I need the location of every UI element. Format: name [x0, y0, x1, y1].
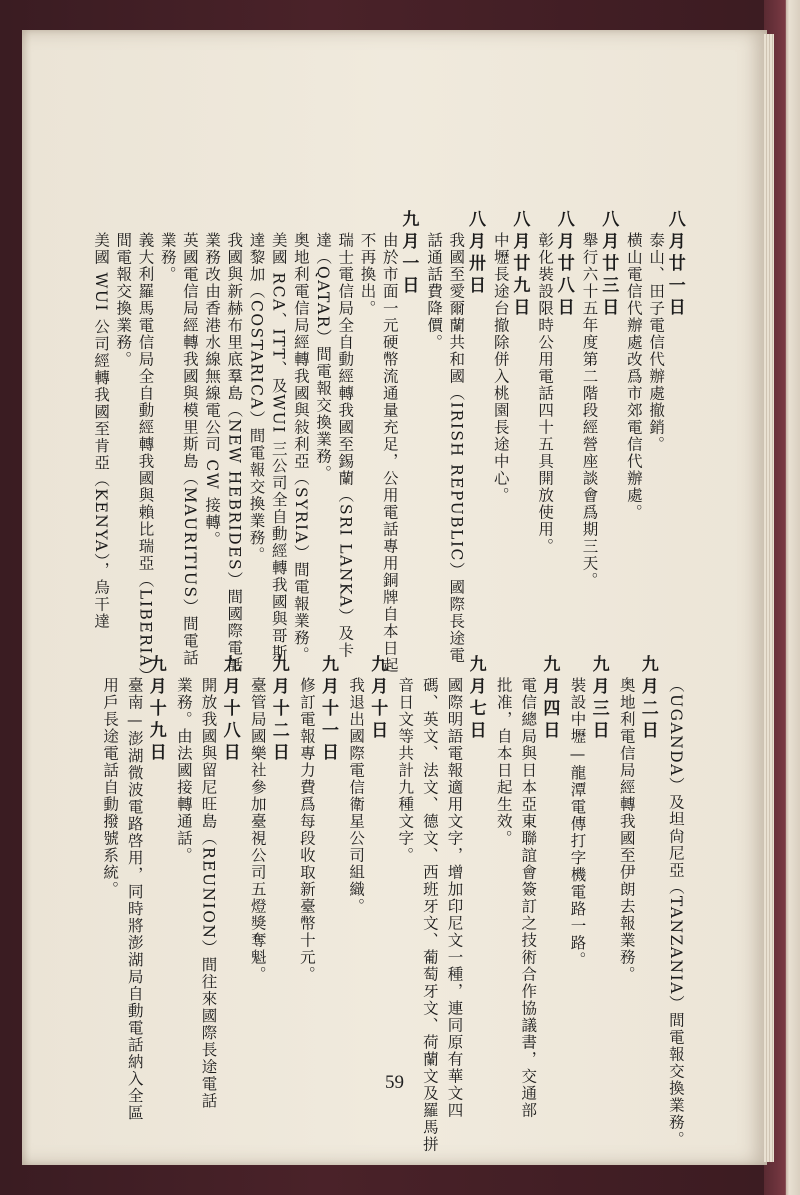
text-column: 美國 RCA、ITT、及WUI 三公司全自動經轉我國與哥斯 — [269, 232, 288, 662]
date-heading: 九月三日 — [588, 655, 609, 743]
date-heading: 八月廿一日 — [664, 210, 685, 320]
text-column: 開放我國與留尼旺島（REUNION）間往來國際長途電話 — [199, 677, 218, 1110]
date-heading: 九月十一日 — [318, 655, 338, 765]
text-column: 中壢長途台撤除併入桃園長途中心。 — [491, 232, 510, 504]
text-column: 批准，自本日起生效。 — [494, 677, 513, 847]
date-heading: 八月廿八日 — [553, 210, 574, 320]
date-heading: 九月十八日 — [219, 655, 240, 765]
text-column: 横山電信代辦處改爲市郊電信代辦處。 — [624, 232, 643, 521]
book-page — [22, 30, 767, 1165]
text-column: 碼、英文、法文、德文、西班牙文、葡萄牙文、荷蘭文及羅馬拼 — [420, 677, 439, 1153]
date-heading: 八月卅日 — [465, 210, 485, 298]
date-heading: 九月十日 — [367, 655, 388, 743]
text-column: 臺南—澎湖微波電路啓用，同時將澎湖局自動電話納入全區 — [125, 677, 144, 1122]
text-column: 英國電信局經轉我國與模里斯島（MAURITIUS）間電話 — [180, 232, 199, 667]
text-column: 我國與新赫布里底羣島（NEW HEBRIDES）間國際電話 — [225, 232, 244, 674]
date-heading: 九月十九日 — [145, 655, 166, 765]
text-column: 用戶長途電話自動撥號系統。 — [101, 677, 120, 898]
text-column: 間電報交換業務。 — [114, 232, 133, 368]
date-heading: 八月廿九日 — [509, 210, 530, 320]
text-column: 達黎加（COSTARICA）間電報交換業務。 — [247, 232, 266, 564]
text-column: （UGANDA）及坦尙尼亞（TANZANIA）間電報交換業務。 — [666, 677, 685, 1148]
text-column: 奥地利電信局經轉我國至伊朗去報業務。 — [617, 677, 636, 983]
text-column: 修訂電報專力費爲每段收取新臺幣十元。 — [297, 677, 316, 983]
text-column: 美國 WUI 公司經轉我國至肯亞（KENYA），烏干達 — [92, 232, 111, 630]
date-heading: 九月七日 — [465, 655, 486, 743]
date-heading: 八月廿三日 — [598, 210, 619, 320]
date-heading: 九月十二日 — [268, 655, 289, 765]
page-number: 59 — [385, 1072, 404, 1093]
text-column: 我退出國際電信衛星公司組織。 — [347, 677, 366, 915]
date-heading: 九月二日 — [637, 655, 658, 743]
text-column: 不再換出。 — [358, 232, 377, 317]
page-edges — [764, 34, 774, 1162]
upper-text-block — [92, 210, 692, 685]
text-column: 舉行六十五年度第二階段經營座談會爲期三天。 — [580, 232, 599, 589]
text-column: 業務。 — [158, 232, 177, 283]
text-column: 義大利羅馬電信局全自動經轉我國與賴比瑞亞（LIBERIA） — [136, 232, 155, 685]
text-column: 裝設中壢—龍潭電傳打字機電路一路。 — [568, 677, 587, 969]
text-column: 國際明語電報適用文字，增加印尼文一種，連同原有華文四 — [445, 677, 464, 1119]
text-column: 瑞士電信局全自動經轉我國至錫蘭（SRI LANKA）及卡 — [336, 232, 355, 660]
text-column: 泰山、田子電信代辦處撤銷。 — [647, 232, 666, 453]
text-column: 業務。由法國接轉通話。 — [174, 677, 193, 864]
text-column: 彰化裝設限時公用電話四十五具開放使用。 — [536, 232, 555, 555]
text-column: 電信總局與日本亞東聯誼會簽訂之技術合作協議書，交通部 — [519, 677, 538, 1119]
text-column: 達（QATAR）間電報交換業務。 — [314, 232, 333, 482]
text-column: 臺管局國樂社參加臺視公司五燈獎奪魁。 — [248, 677, 267, 983]
date-heading: 九月一日 — [398, 210, 419, 298]
text-column: 業務改由香港水線無線電公司 CW 接轉。 — [203, 232, 222, 548]
date-heading: 九月四日 — [539, 655, 560, 743]
text-column: 話通話費降價。 — [425, 232, 444, 351]
text-column: 音日文等共計九種文字。 — [396, 677, 415, 864]
text-column: 奥地利電信局經轉我國與敍利亞（SYRIA）間電報業務。 — [291, 232, 310, 664]
text-column: 我國至愛爾蘭共和國（IRISH REPUBLIC）國際長途電 — [447, 232, 466, 664]
text-column: 由於市面一元硬幣流通量充足，公用電話專用銅牌自本日起 — [380, 232, 399, 674]
